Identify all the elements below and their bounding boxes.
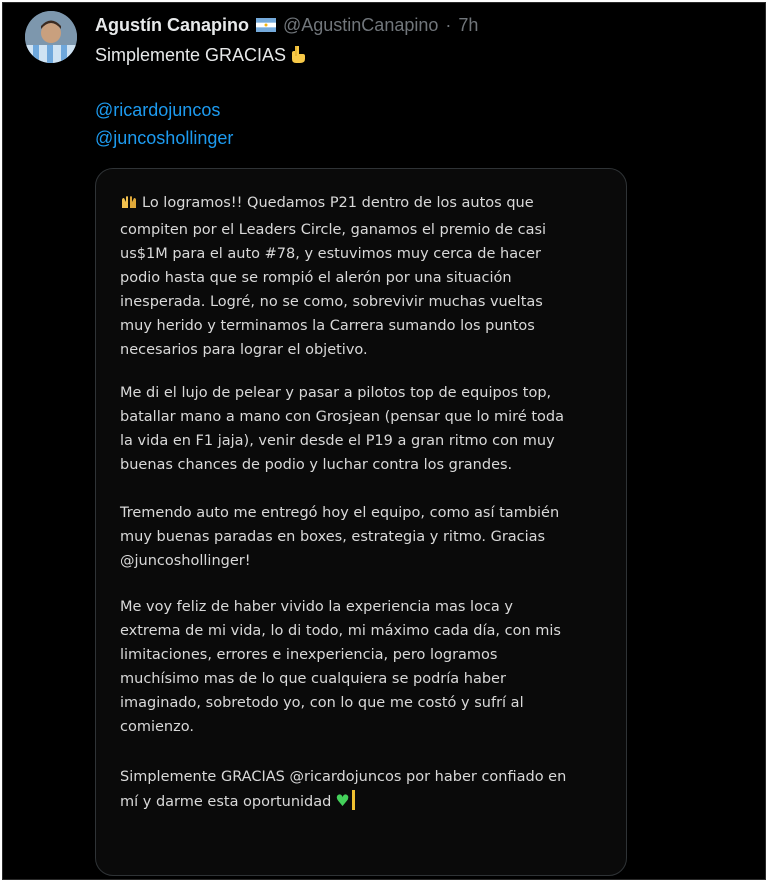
card-paragraph — [120, 765, 620, 814]
avatar[interactable] — [25, 11, 77, 63]
green-heart-icon: ♥ — [335, 791, 350, 810]
mention-link[interactable]: @ricardojuncos — [95, 100, 221, 120]
timestamp[interactable]: 7h — [458, 14, 479, 35]
user-handle[interactable]: @AgustinCanapino — [283, 14, 439, 35]
card-paragraph: Tremendo auto me entregó hoy el equipo, como así también muy buenas paradas en boxes, estrategia y ritmo. Gracias @juncoshollinger! — [120, 505, 560, 569]
mention-link[interactable]: @juncoshollinger — [95, 128, 234, 148]
separator-dot: · — [445, 14, 452, 35]
tweet-text-content: Simplemente GRACIAS — [95, 45, 287, 65]
text-cursor — [352, 790, 355, 810]
raised-hands-icon — [120, 194, 138, 218]
card-paragraph-text: Lo logramos!! Quedamos P21 dentro de los autos que compiten por el Leaders Circle, ganamos el premio de casi us$1M para el auto #78, y estuvimos muy cerca de hacer podio hasta que se rompió el alerón por una situación inesperada. Logré, no se como, sobrevivir muchas vueltas muy herido y terminamos la Carrera sumando los puntos necesarios para lograr el objetivo. — [120, 195, 547, 358]
tweet-header — [95, 13, 478, 37]
display-name[interactable]: Agustín Canapino — [95, 14, 249, 35]
tweet-text — [95, 43, 306, 68]
pointing-down-hand-icon — [290, 44, 306, 68]
card-paragraph: Me di el lujo de pelear y pasar a pilotos top de equipos top, batallar mano a mano con Grosjean (pensar que lo miré toda la vida en F1 jaja), venir desde el P19 a gran ritmo con muy buenas chances de podio y luchar contra los grandes. — [120, 385, 564, 473]
tweet-screenshot — [2, 2, 766, 880]
quoted-text-card — [95, 168, 627, 876]
card-paragraph: Me voy feliz de haber vivido la experiencia mas loca y extrema de mi vida, lo di todo, mi máximo cada día, con mis limitaciones, errores e inexperiencia, pero logramos muchísimo mas de lo que cualquiera se podría haber imaginado, sobretodo yo, con lo que me costó y sufrí al comienzo. — [120, 599, 561, 735]
argentina-flag-icon — [256, 18, 276, 32]
card-paragraph-text: Simplemente GRACIAS @ricardojuncos por haber confiado en mí y darme esta oportunidad — [120, 769, 567, 810]
card-paragraph — [120, 191, 620, 362]
